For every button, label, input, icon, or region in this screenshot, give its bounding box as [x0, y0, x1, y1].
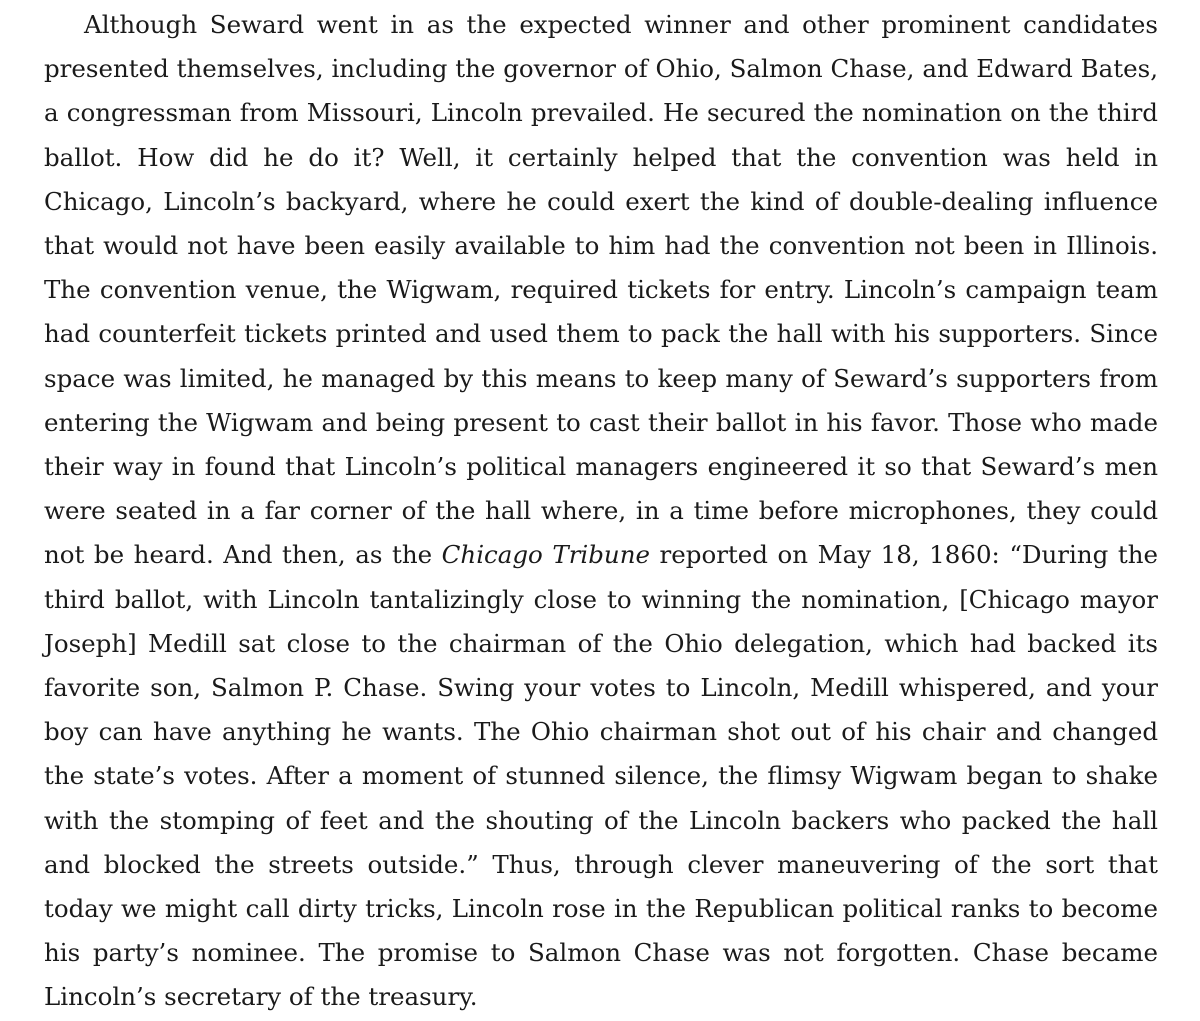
body-paragraph	[44, 3, 1158, 1020]
paragraph-text-part1: Although Seward went in as the expected winner and other prominent candidates presented themselves, including the governor of Ohio, Salmon Chase, and Edward Bates, a congressman from Missouri, Lincoln prevailed. He secured the nomination on the third ballot. How did he do it? Well, it certainly helped that the convention was held in Chicago, Lincoln’s backyard, where he could exert the kind of double-dealing influence that would not have been easily available to him had the convention not been in Illinois. The convention venue, the Wigwam, required tickets for entry. Lincoln’s campaign team had counterfeit tickets printed and used them to pack the hall with his supporters. Since space was limited, he managed by this means to keep many of Seward’s supporters from entering the Wigwam and being present to cast their ballot in his favor. Those who made their way in found that Lincoln’s political managers engineered it so that Seward’s men were seated in a far corner of the hall where, in a time before microphones, they could not be heard. And then, as the	[44, 10, 1158, 570]
newspaper-title: Chicago Tribune	[441, 540, 650, 570]
paragraph-text-part2: reported on May 18, 1860: “During the third ballot, with Lincoln tantalizingly close to winning the nomination, [Chicago mayor Joseph] Medill sat close to the chairman of the Ohio delegation, which had backed its favorite son, Salmon P. Chase. Swing your votes to Lincoln, Medill whispered, and your boy can have anything he wants. The Ohio chairman shot out of his chair and changed the state’s votes. After a moment of stunned silence, the flimsy Wigwam began to shake with the stomping of feet and the shouting of the Lincoln backers who packed the hall and blocked the streets outside.” Thus, through clever maneuvering of the sort that today we might call dirty tricks, Lincoln rose in the Republican political ranks to become his party’s nominee. The promise to Salmon Chase was not forgotten. Chase became Lincoln’s secretary of the treasury.	[44, 540, 1158, 1012]
